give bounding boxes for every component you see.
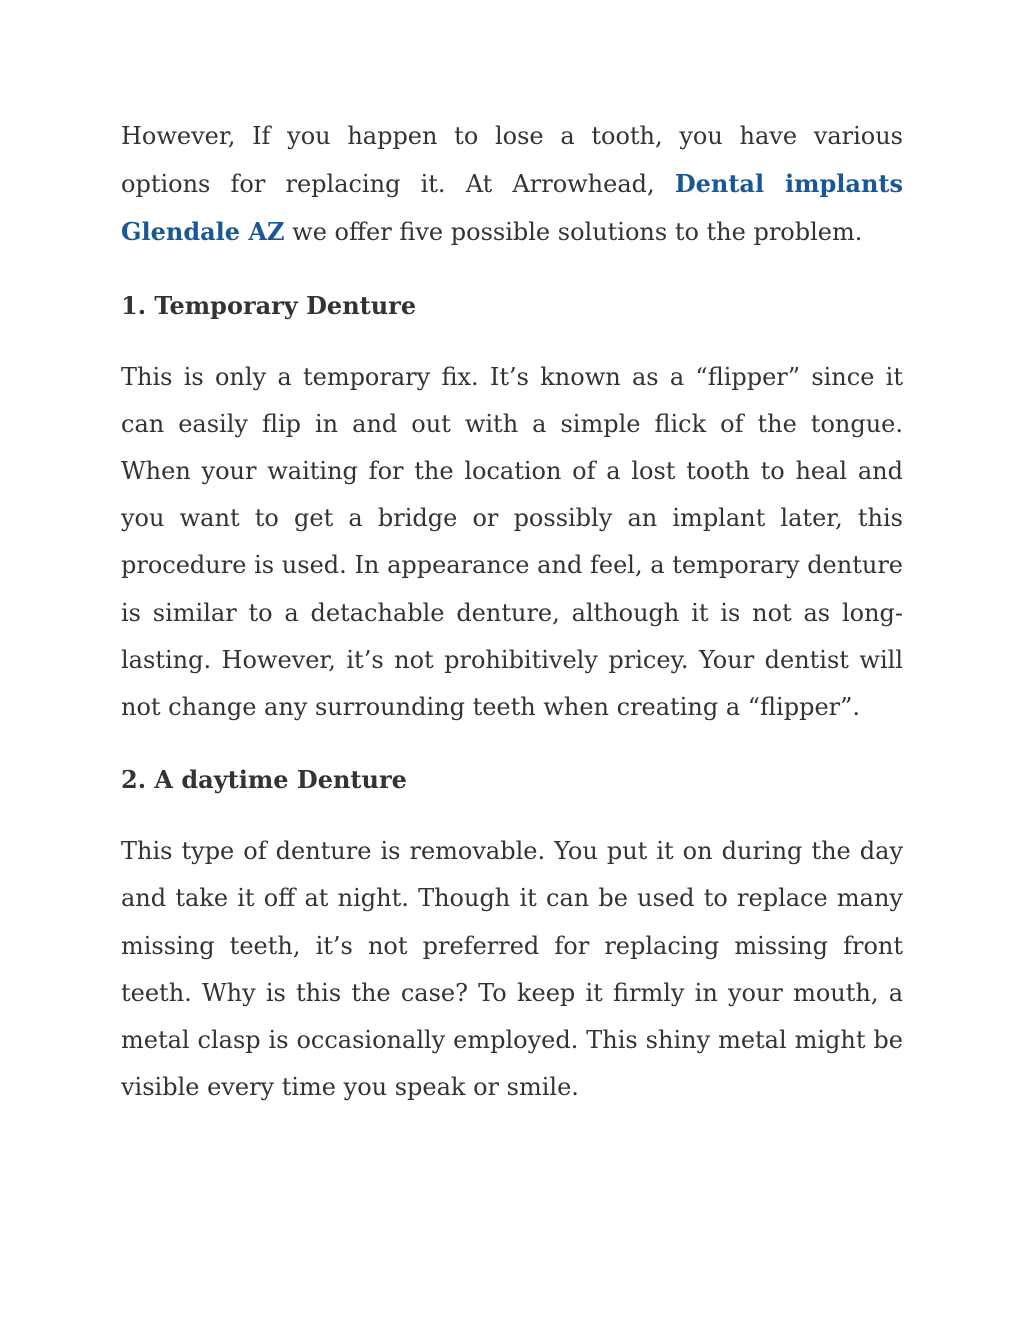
section-body-temporary-denture: This is only a temporary fix. It’s known as a “flipper” since it can easily flip in and out with a simple flick of the tongue. When your waiting for the location of a lost tooth to heal and you want to get a bridge or possibly an implant later, this procedure is used. In appearance and feel, a temporary denture is similar to a detachable denture, although it is not as long-lasting. However, it’s not prohibitively pricey. Your dentist will not change any surrounding teeth when creating a “flipper”. [121,362,903,722]
dental-implants-link[interactable]: Dental implants Glendale AZ [121,169,903,247]
section-heading-daytime-denture: 2. A daytime Denture [121,765,407,795]
section-body-daytime-denture: This type of denture is removable. You put it on during the day and take it off at night. Though it can be used to replace many missing teeth, it’s not preferred for replacing missing front teeth. Why is this the case? To keep it firmly in your mouth, a metal clasp is occasionally employed. This shiny metal might be visible every time you speak or smile. [121,837,903,1102]
intro-text-after-link: we offer five possible solutions to the problem. [284,218,863,247]
intro-text-before-link: However, If you happen to lose a tooth, you have various options for replacing it. At Arrowhead, [121,122,903,199]
intro-paragraph [121,113,903,257]
section-heading-temporary-denture: 1. Temporary Denture [121,290,417,320]
document-page [121,113,903,1111]
